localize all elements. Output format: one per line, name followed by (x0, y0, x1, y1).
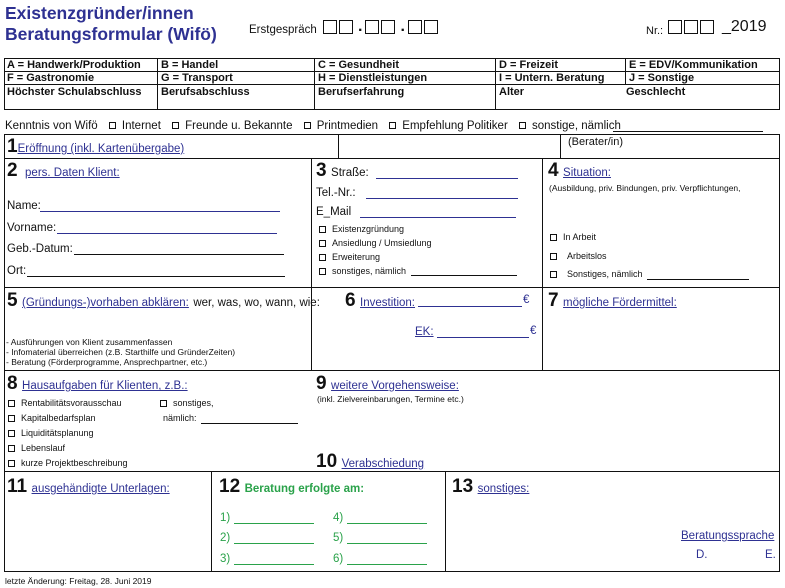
section-9 (316, 373, 459, 395)
cat-d: D = Freizeit (499, 59, 558, 71)
erstgespraech-label: Erstgespräch (249, 24, 317, 36)
termin-5-label: 5) (333, 532, 344, 544)
cat-j: J = Sonstige (629, 72, 695, 84)
termin-5-field[interactable] (347, 543, 427, 544)
section-1-label: Eröffnung (inkl. Kartenübergabe) (17, 143, 185, 155)
section-number: 13 (452, 476, 474, 497)
kenntnis-option-freunde: Freunde u. Bekannte (185, 120, 293, 132)
nr-boxes[interactable] (668, 18, 716, 36)
s4-option-in-arbeit[interactable]: In Arbeit (550, 232, 596, 242)
investition-field[interactable] (418, 306, 522, 307)
vorhaben-label: (Gründungs-)vorhaben abklären: (22, 297, 189, 309)
s8-naemlich-label: nämlich: (163, 413, 197, 423)
nr-label: Nr.: (646, 25, 664, 37)
investition-euro: € (523, 294, 530, 306)
s3-sonstiges-line[interactable] (411, 275, 517, 276)
sprache-e[interactable]: E. (765, 549, 776, 561)
vorgehensweise-desc: (inkl. Zielvereinbarungen, Termine etc.) (317, 394, 464, 404)
ek-field[interactable] (437, 337, 529, 338)
kenntnis-option-politiker: Empfehlung Politiker (402, 120, 508, 132)
s8-option-lebenslauf[interactable]: Lebenslauf (8, 443, 65, 453)
checkbox[interactable] (304, 122, 311, 129)
checkbox[interactable] (172, 122, 179, 129)
s3-option-sonstiges[interactable]: sonstiges, nämlich (319, 266, 406, 276)
investition-label: Investition: (360, 297, 416, 309)
s8-naemlich-line[interactable] (201, 423, 298, 424)
ort-label: Ort: (7, 265, 27, 277)
section-number: 11 (7, 476, 28, 497)
section-number: 1 (7, 136, 18, 157)
strasse-label: Straße: (331, 167, 369, 179)
section-8 (7, 373, 188, 395)
termin-6-field[interactable] (347, 564, 427, 565)
tel-label: Tel.-Nr.: (316, 187, 356, 199)
cat-f: F = Gastronomie (7, 72, 95, 84)
kenntnis-option-internet: Internet (121, 120, 161, 132)
email-label: E_Mail (316, 206, 352, 218)
cat-h: H = Dienstleistungen (318, 72, 428, 84)
section-6 (345, 290, 415, 312)
alter-label: Alter (499, 86, 525, 98)
strasse-field[interactable] (376, 178, 518, 179)
termin-4-field[interactable] (347, 523, 427, 524)
ek-label: EK: (415, 326, 434, 338)
email-field[interactable] (360, 217, 516, 218)
geschlecht-label: Geschlecht (626, 86, 686, 98)
berufsabschluss-label: Berufsabschluss (161, 86, 250, 98)
foerdermittel-label: mögliche Fördermittel: (563, 297, 677, 309)
section-number: 2 (7, 160, 18, 181)
s8-option-kapitalbedarf[interactable]: Kapitalbedarfsplan (8, 413, 96, 423)
s8-option-sonstiges[interactable]: sonstiges, (160, 398, 214, 408)
section-number: 4 (548, 160, 559, 181)
note-item: - Ausführungen von Klient zusammenfassen (6, 337, 173, 347)
situation-label: Situation: (563, 167, 611, 179)
section-number: 3 (316, 160, 327, 181)
section-number: 8 (7, 373, 18, 394)
situation-desc: (Ausbildung, priv. Bindungen, priv. Verpflichtungen, (549, 183, 741, 193)
cat-b: B = Handel (161, 59, 219, 71)
s3-option-existenzgruendung[interactable]: Existenzgründung (319, 224, 404, 234)
s4-sonstiges-line[interactable] (647, 279, 749, 280)
checkbox[interactable] (519, 122, 526, 129)
cat-a: A = Handwerk/Produktion (7, 59, 141, 71)
termin-3-label: 3) (220, 553, 231, 565)
cat-i: I = Untern. Beratung (499, 72, 605, 84)
termin-2-field[interactable] (234, 543, 314, 544)
cat-e: E = EDV/Kommunikation (629, 59, 758, 71)
geb-datum-field[interactable] (74, 254, 284, 255)
form-title-line1: Existenzgründer/innen (5, 3, 194, 23)
section-13 (452, 476, 529, 498)
section-3 (316, 160, 369, 182)
berufserfahrung-label: Berufserfahrung (318, 86, 405, 98)
s3-option-erweiterung[interactable]: Erweiterung (319, 252, 380, 262)
kenntnis-label: Kenntnis von Wifö (5, 120, 98, 132)
s4-option-sonstiges[interactable]: Sonstiges, nämlich (550, 269, 643, 279)
beratung-erfolgte-label: Beratung erfolgte am: (244, 483, 365, 495)
section-number: 10 (316, 451, 338, 472)
vorgehensweise-label: weitere Vorgehensweise: (331, 380, 459, 392)
section-number: 5 (7, 290, 18, 311)
section-5 (7, 290, 320, 312)
erstgespraech-date-boxes[interactable]: . . (323, 18, 440, 36)
section-number: 6 (345, 290, 356, 311)
section-12 (219, 476, 364, 498)
termin-1-label: 1) (220, 512, 231, 524)
termin-3-field[interactable] (234, 564, 314, 565)
kenntnis-option-printmedien: Printmedien (316, 120, 379, 132)
s8-option-projektbeschreibung[interactable]: kurze Projektbeschreibung (8, 458, 128, 468)
unterlagen-label: ausgehändigte Unterlagen: (31, 483, 170, 495)
vorhaben-suffix: wer, was, wo, wann, wie: (193, 297, 320, 309)
note-item: - Beratung (Förderprogramme, Ansprechpartner, etc.) (6, 357, 208, 367)
note-item: - Infomaterial überreichen (z.B. Starthilfe und GründerZeiten) (6, 347, 236, 357)
name-field[interactable] (40, 211, 280, 212)
schulabschluss-label: Höchster Schulabschluss (7, 86, 142, 98)
name-label: Name: (7, 200, 41, 212)
termin-2-label: 2) (220, 532, 231, 544)
beratungssprache-label: Beratungssprache (681, 530, 775, 542)
checkbox[interactable] (109, 122, 116, 129)
geb-datum-label: Geb.-Datum: (7, 243, 73, 255)
section-number: 12 (219, 476, 241, 497)
kenntnis-row (5, 120, 621, 132)
vorname-field[interactable] (57, 233, 277, 234)
s3-option-ansiedlung[interactable]: Ansiedlung / Umsiedlung (319, 238, 432, 248)
footer-last-change: letzte Änderung: Freitag, 28. Juni 2019 (5, 576, 152, 586)
section-number: 9 (316, 373, 327, 394)
s4-option-arbeitslos[interactable]: Arbeitslos (550, 251, 607, 261)
section-2-label: pers. Daten Klient: (25, 167, 120, 179)
termin-1-field[interactable] (234, 523, 314, 524)
hausaufgaben-label: Hausaufgaben für Klienten, z.B.: (22, 380, 188, 392)
section-2 (7, 160, 120, 182)
section-number: 7 (548, 290, 559, 311)
nr-year: _2019 (722, 18, 767, 35)
section-4 (548, 160, 611, 182)
cat-g: G = Transport (161, 72, 233, 84)
section-7 (548, 290, 677, 312)
verabschiedung-label: Verabschiedung (341, 458, 425, 470)
kenntnis-option-sonstige: sonstige, nämlich (531, 120, 621, 132)
vorname-label: Vorname: (7, 222, 57, 234)
termin-6-label: 6) (333, 553, 344, 565)
s8-option-liquiditaet[interactable]: Liquiditätsplanung (8, 428, 94, 438)
termin-4-label: 4) (333, 512, 344, 524)
tel-field[interactable] (366, 198, 518, 199)
section-1 (7, 136, 184, 158)
form-title-line2: Beratungsformular (Wifö) (5, 24, 217, 44)
s8-option-rentabilitaet[interactable]: Rentabilitätsvorausschau (8, 398, 122, 408)
section-10 (316, 451, 424, 473)
checkbox[interactable] (389, 122, 396, 129)
ek-euro: € (530, 325, 537, 337)
kenntnis-sonstige-line[interactable] (613, 131, 763, 132)
section-11 (7, 476, 170, 498)
sonstiges-label: sonstiges: (477, 483, 530, 495)
sprache-d[interactable]: D. (696, 549, 708, 561)
vorhaben-notes (6, 337, 235, 367)
berater-label: (Berater/in) (568, 136, 624, 148)
ort-field[interactable] (27, 276, 285, 277)
cat-c: C = Gesundheit (318, 59, 399, 71)
